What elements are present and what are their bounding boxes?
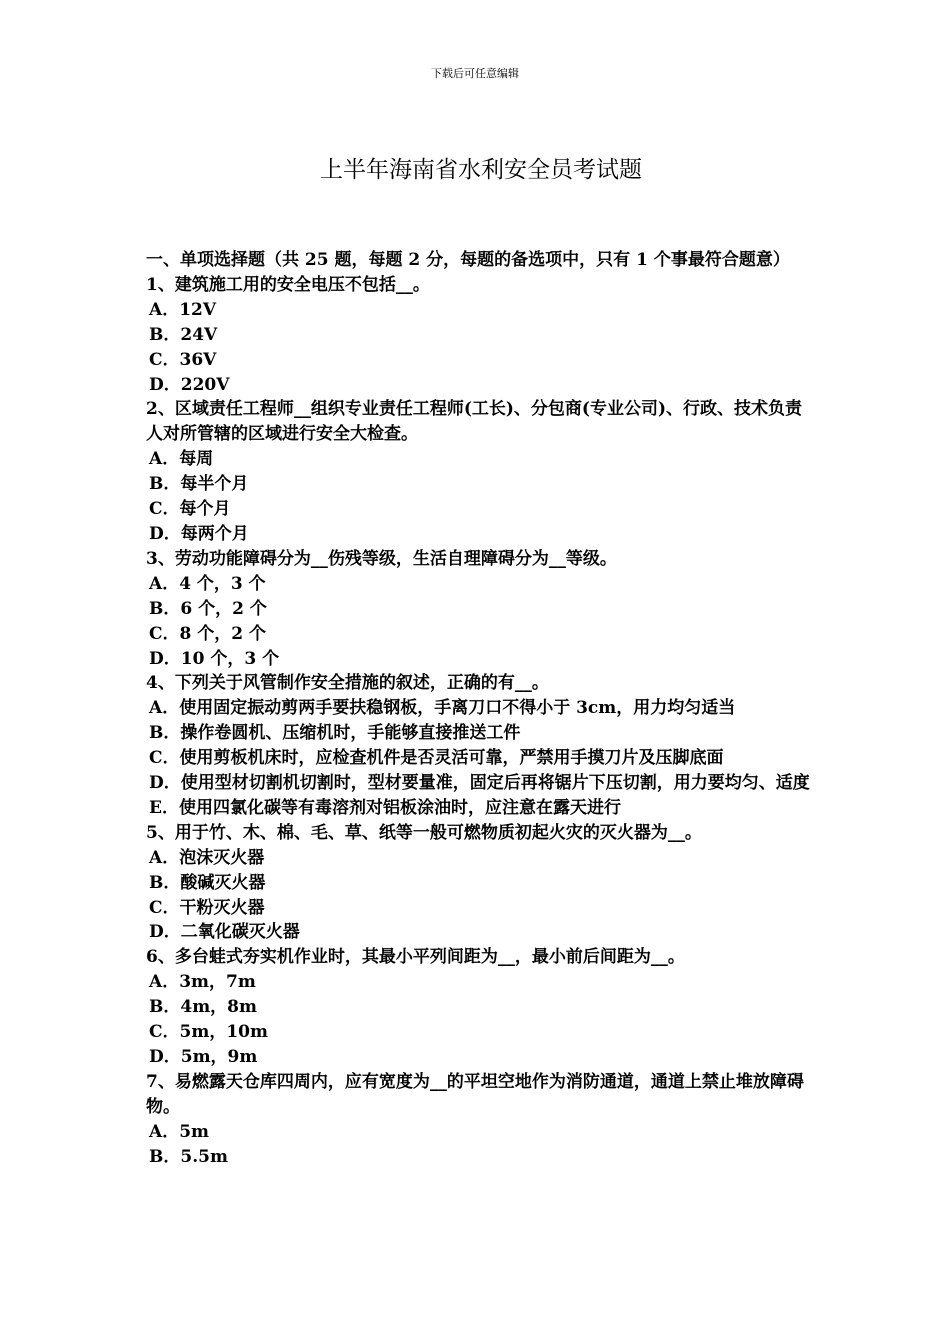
- q6-option-a: A．3m，7m: [149, 972, 256, 993]
- q1-option-d: D．220V: [149, 374, 230, 395]
- q7-option-b: B．5.5m: [149, 1146, 228, 1167]
- q5-option-d: D．二氧化碳灭火器: [149, 922, 300, 943]
- q4-option-b: B．操作卷圆机、压缩机时，手能够直接推送工件: [149, 723, 521, 744]
- question-4: 4、下列关于风管制作安全措施的叙述，正确的有__。: [146, 673, 549, 694]
- section-heading: 一、单项选择题（共 25 题，每题 2 分，每题的备选项中，只有 1 个事最符合题意）: [146, 250, 790, 270]
- q6-option-b: B．4m，8m: [149, 997, 258, 1018]
- question-7: 7、易燃露天仓库四周内，应有宽度为__的平坦空地作为消防通道，通道上禁止堆放障碍物。: [146, 1071, 804, 1117]
- q3-option-a: A．4 个，3 个: [149, 573, 266, 594]
- q6-option-d: D．5m，9m: [149, 1047, 258, 1067]
- q4-option-a: A．使用固定振动剪两手要扶稳钢板，手离刀口不得小于 3cm，用力均匀适当: [149, 698, 736, 719]
- exam-content: [146, 248, 810, 1170]
- question-5: 5、用于竹、木、棉、毛、草、纸等一般可燃物质初起火灾的灭火器为__。: [146, 822, 702, 843]
- q2-option-d: D．每两个月: [149, 523, 249, 544]
- document-title: 上半年海南省水利安全员考试题: [320, 157, 642, 183]
- q3-option-b: B．6 个，2 个: [149, 598, 267, 619]
- q7-option-a: A．5m: [149, 1121, 210, 1142]
- q2-option-b: B．每半个月: [149, 474, 249, 495]
- q4-option-d: D．使用型材切割机切割时，型材要量准，固定后再将锯片下压切割，用力要均匀、适度: [149, 773, 810, 794]
- q2-option-a: A．每周: [149, 449, 214, 470]
- q2-option-c: C．每个月: [149, 499, 231, 520]
- q1-option-a: A．12V: [149, 299, 217, 320]
- q4-option-e: E．使用四氯化碳等有毒溶剂对铝板涂油时，应注意在露天进行: [149, 797, 621, 818]
- question-1: 1、建筑施工用的安全电压不包括__。: [146, 274, 430, 295]
- q1-option-c: C．36V: [149, 349, 217, 370]
- q3-option-c: C．8 个，2 个: [149, 623, 267, 644]
- q5-option-a: A．泡沫灭火器: [149, 847, 265, 868]
- q5-option-c: C．干粉灭火器: [149, 897, 265, 918]
- question-2: 2、区域责任工程师__组织专业责任工程师(工长)、分包商(专业公司)、行政、技术负责人对所管辖的区域进行安全大检查。: [146, 399, 803, 445]
- q6-option-c: C．5m，10m: [149, 1022, 268, 1043]
- page-header: 下载后可任意编辑: [431, 67, 519, 80]
- q4-option-c: C．使用剪板机床时，应检查机件是否灵活可靠，严禁用手摸刀片及压脚底面: [149, 748, 724, 769]
- q1-option-b: B．24V: [149, 324, 218, 345]
- question-6: 6、多台蛙式夯实机作业时，其最小平列间距为__，最小前后间距为__。: [146, 947, 685, 968]
- question-3: 3、劳动功能障碍分为__伤残等级，生活自理障碍分为__等级。: [146, 548, 617, 569]
- q3-option-d: D．10 个，3 个: [149, 648, 280, 669]
- q5-option-b: B．酸碱灭火器: [149, 872, 266, 893]
